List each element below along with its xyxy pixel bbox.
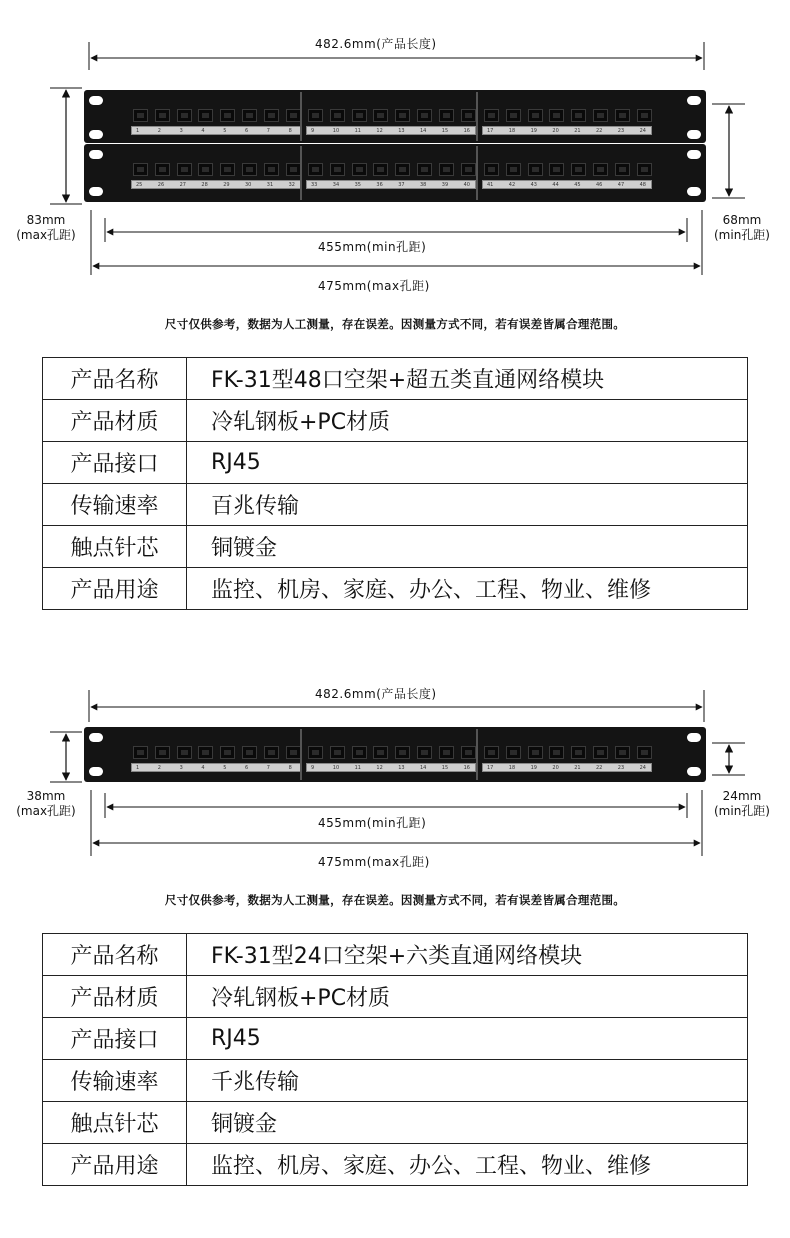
port-number: 13: [398, 128, 405, 134]
port-number: 22: [596, 128, 603, 134]
port-number: 14: [420, 765, 427, 771]
port-number: 2: [157, 128, 161, 134]
bottom-right-height-value: 24mm: [722, 789, 762, 803]
bottom-min-span-label: 455mm(min孔距): [318, 816, 427, 830]
spec-key: 触点针芯: [43, 526, 187, 568]
top-left-height-note: (max孔距): [16, 228, 76, 242]
port-number: 11: [354, 765, 361, 771]
port-number: 10: [332, 128, 340, 134]
port-number: 23: [617, 765, 625, 771]
port-number: 12: [376, 128, 383, 134]
port-number: 17: [487, 128, 494, 134]
port-number: 30: [245, 182, 252, 188]
bottom-measurement-note: 尺寸仅供参考，数据为人工测量，存在误差。因测量方式不同，若有误差皆属合理范围。: [164, 893, 626, 907]
port-number: 42: [508, 182, 516, 188]
bottom-spec-row: [43, 934, 748, 976]
spec-key: 产品名称: [43, 358, 187, 400]
mounting-hole: [687, 767, 701, 776]
port-number: 21: [574, 765, 581, 771]
bottom-spec-row: [43, 1102, 748, 1144]
rj45-port: [133, 746, 148, 759]
port-number: 17: [487, 765, 494, 771]
spec-key: 触点针芯: [43, 1102, 187, 1144]
port-number: 15: [441, 128, 449, 134]
port-number: 6: [245, 128, 249, 134]
port-number: 16: [463, 128, 470, 134]
port-number: 35: [354, 182, 361, 188]
port-number: 8: [288, 128, 292, 134]
spec-value: 铜镀金: [187, 526, 748, 568]
port-number: 3: [179, 765, 183, 771]
mounting-hole: [687, 733, 701, 742]
rj45-port: [417, 746, 432, 759]
bottom-spec-table: [42, 933, 748, 1186]
port-number: 4: [201, 128, 205, 134]
port-number: 3: [179, 128, 183, 134]
port-number: 9: [311, 765, 315, 771]
top-min-span-label: 455mm(min孔距): [318, 240, 427, 254]
spec-value: 监控、机房、家庭、办公、工程、物业、维修: [187, 568, 748, 610]
bottom-left-height-label: [8, 789, 84, 819]
port-number: 46: [596, 182, 603, 188]
rj45-port: [549, 746, 564, 759]
top-right-height-note: (min孔距): [714, 228, 770, 242]
bottom-spec-row: [43, 1060, 748, 1102]
top-length-label: 482.6mm(产品长度): [315, 37, 437, 51]
port-number: 19: [530, 128, 537, 134]
port-number: 1: [136, 128, 140, 134]
port-number: 20: [552, 765, 559, 771]
rj45-port: [528, 746, 543, 759]
port-number: 16: [463, 765, 470, 771]
port-number: 15: [441, 765, 449, 771]
spec-key: 产品名称: [43, 934, 187, 976]
port-number: 10: [332, 765, 340, 771]
spec-key: 传输速率: [43, 484, 187, 526]
port-number: 44: [552, 182, 559, 188]
spec-value: FK-31型48口空架+超五类直通网络模块: [187, 358, 748, 400]
rj45-port: [220, 746, 235, 759]
module-divider: [476, 729, 478, 780]
port-label-strip: [306, 763, 476, 772]
port-number: 21: [574, 128, 581, 134]
port-number: 18: [508, 128, 516, 134]
rj45-port: [373, 746, 388, 759]
port-number: 48: [639, 182, 646, 188]
bottom-max-span-label: 475mm(max孔距): [318, 855, 430, 869]
port-number: 18: [508, 765, 516, 771]
port-number: 19: [530, 765, 537, 771]
rj45-port: [615, 746, 630, 759]
port-number: 45: [574, 182, 581, 188]
spec-value: 冷轧钢板+PC材质: [187, 976, 748, 1018]
rj45-port: [506, 746, 521, 759]
rj45-port: [593, 746, 608, 759]
mounting-hole: [89, 767, 103, 776]
port-number: 40: [463, 182, 470, 188]
port-number: 27: [179, 182, 186, 188]
port-number: 6: [245, 765, 249, 771]
port-label-strip: [131, 763, 301, 772]
spec-value: 冷轧钢板+PC材质: [187, 400, 748, 442]
rj45-port: [264, 746, 279, 759]
rj45-port: [286, 746, 301, 759]
top-left-height-value: 83mm: [26, 213, 66, 227]
spec-key: 产品接口: [43, 442, 187, 484]
bottom-right-height-label: [704, 789, 780, 819]
bottom-left-height-value: 38mm: [26, 789, 66, 803]
spec-key: 产品接口: [43, 1018, 187, 1060]
bottom-length-label: 482.6mm(产品长度): [315, 687, 437, 701]
spec-value: 百兆传输: [187, 484, 748, 526]
rj45-port: [242, 746, 257, 759]
rj45-port: [484, 746, 499, 759]
rj45-port: [352, 746, 367, 759]
top-measurement-note: 尺寸仅供参考，数据为人工测量，存在误差。因测量方式不同，若有误差皆属合理范围。: [164, 317, 626, 331]
spec-value: 监控、机房、家庭、办公、工程、物业、维修: [187, 1144, 748, 1186]
port-number: 33: [311, 182, 318, 188]
spec-key: 产品材质: [43, 400, 187, 442]
bottom-spec-row: [43, 976, 748, 1018]
port-number: 13: [398, 765, 405, 771]
port-number: 26: [157, 182, 165, 188]
spec-value: FK-31型24口空架+六类直通网络模块: [187, 934, 748, 976]
port-number: 47: [617, 182, 625, 188]
port-number: 5: [223, 128, 227, 134]
port-number: 43: [530, 182, 537, 188]
port-number: 39: [441, 182, 449, 188]
bottom-right-height-note: (min孔距): [714, 804, 770, 818]
bottom-spec-row: [43, 1018, 748, 1060]
port-number: 36: [376, 182, 383, 188]
port-number: 14: [420, 128, 427, 134]
port-number: 4: [201, 765, 205, 771]
port-number: 8: [288, 765, 292, 771]
port-number: 24: [639, 765, 646, 771]
port-number: 7: [266, 128, 270, 134]
mounting-hole: [89, 733, 103, 742]
bottom-left-height-note: (max孔距): [16, 804, 76, 818]
port-number: 5: [223, 765, 227, 771]
port-number: 22: [596, 765, 603, 771]
port-number: 1: [136, 765, 140, 771]
rj45-port: [461, 746, 476, 759]
spec-key: 产品用途: [43, 1144, 187, 1186]
port-number: 25: [136, 182, 143, 188]
port-number: 41: [487, 182, 494, 188]
spec-key: 传输速率: [43, 1060, 187, 1102]
rj45-port: [439, 746, 454, 759]
port-number: 34: [332, 182, 340, 188]
port-number: 11: [354, 128, 361, 134]
patch-panel-24: [84, 727, 706, 782]
rj45-port: [571, 746, 586, 759]
port-number: 12: [376, 765, 383, 771]
port-number: 38: [420, 182, 427, 188]
rj45-port: [637, 746, 652, 759]
rj45-port: [155, 746, 170, 759]
rj45-port: [395, 746, 410, 759]
port-number: 24: [639, 128, 646, 134]
spec-key: 产品材质: [43, 976, 187, 1018]
port-number: 2: [157, 765, 161, 771]
rj45-port: [330, 746, 345, 759]
port-number: 31: [266, 182, 274, 188]
port-number: 23: [617, 128, 625, 134]
bottom-spec-row: [43, 1144, 748, 1186]
port-number: 29: [223, 182, 230, 188]
port-number: 9: [311, 128, 315, 134]
port-number: 37: [398, 182, 405, 188]
spec-value: 铜镀金: [187, 1102, 748, 1144]
spec-value: 千兆传输: [187, 1060, 748, 1102]
spec-value: RJ45: [187, 442, 748, 484]
module-divider: [300, 729, 302, 780]
top-right-height-value: 68mm: [722, 213, 762, 227]
rj45-port: [177, 746, 192, 759]
port-number: 7: [266, 765, 270, 771]
port-number: 28: [201, 182, 208, 188]
spec-key: 产品用途: [43, 568, 187, 610]
spec-value: RJ45: [187, 1018, 748, 1060]
rj45-port: [308, 746, 323, 759]
port-number: 20: [552, 128, 559, 134]
top-max-span-label: 475mm(max孔距): [318, 279, 430, 293]
rj45-port: [198, 746, 213, 759]
port-number: 32: [288, 182, 295, 188]
port-label-strip: [482, 763, 652, 772]
